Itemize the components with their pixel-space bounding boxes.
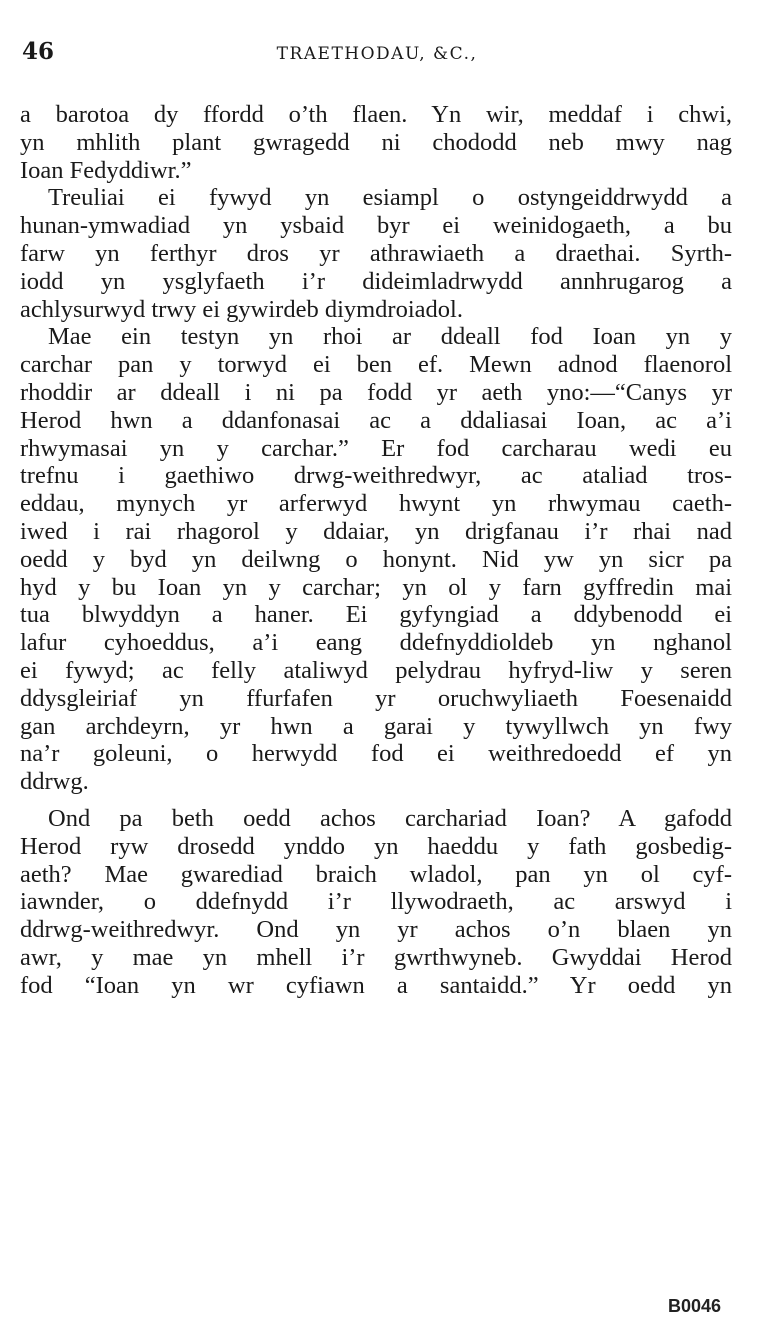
text-line: eddau, mynych yr arferwyd hwynt yn rhwymau caeth- xyxy=(20,490,732,518)
text-line: Ond pa beth oedd achos carchariad Ioan? A gafodd xyxy=(48,804,732,832)
paragraph-4 xyxy=(20,805,732,1000)
paragraph-1 xyxy=(20,101,732,184)
text-line: rhwymasai yn y carchar.” Er fod carcharau wedi eu xyxy=(20,434,732,462)
text-line: fod “Ioan yn wr cyfiawn a santaidd.” Yr oedd yn xyxy=(20,971,732,999)
text-line: awr, y mae yn mhell i’r gwrthwyneb. Gwyddai Herod xyxy=(20,943,732,971)
text-line: Herod ryw drosedd ynddo yn haeddu y fath gosbedig- xyxy=(20,832,732,860)
text-line: achlysurwyd trwy ei gywirdeb diymdroiadol. xyxy=(20,295,463,323)
text-line: ddrwg. xyxy=(20,768,89,796)
text-line: Herod hwn a ddanfonasai ac a ddaliasai Ioan, ac a’i xyxy=(20,406,732,434)
text-line: hyd y bu Ioan yn y carchar; yn ol y farn gyffredin mai xyxy=(20,573,732,601)
text-line: ddysgleiriaf yn ffurfafen yr oruchwyliaeth Foesenaidd xyxy=(20,684,732,712)
text-line: na’r goleuni, o herwydd fod ei weithredoedd ef yn xyxy=(20,740,732,768)
body-text xyxy=(20,101,732,1000)
paragraph-2 xyxy=(20,184,732,323)
text-line: carchar pan y torwyd ei ben ef. Mewn adnod flaenorol xyxy=(20,351,732,379)
text-line: gan archdeyrn, yr hwn a garai y tywyllwch yn fwy xyxy=(20,712,732,740)
text-line: oedd y byd yn deilwng o honynt. Nid yw yn sicr pa xyxy=(20,545,732,573)
page-header xyxy=(22,38,732,68)
text-line: ddrwg-weithredwyr. Ond yn yr achos o’n blaen yn xyxy=(20,916,732,944)
text-line: rhoddir ar ddeall i ni pa fodd yr aeth yno:—“Canys yr xyxy=(20,378,732,406)
text-line: Treuliai ei fywyd yn esiampl o ostyngeiddrwydd a xyxy=(48,184,732,212)
text-line: aeth? Mae gwarediad braich wladol, pan yn ol cyf- xyxy=(20,860,732,888)
text-line: Mae ein testyn yn rhoi ar ddeall fod Ioan yn y xyxy=(48,323,732,351)
text-line: iodd yn ysglyfaeth i’r dideimladrwydd annhrugarog a xyxy=(20,267,732,295)
text-line: lafur cyhoeddus, a’i eang ddefnyddioldeb yn nghanol xyxy=(20,629,732,657)
text-line: trefnu i gaethiwo drwg-weithredwyr, ac ataliad tros- xyxy=(20,462,732,490)
text-line: ei fywyd; ac felly ataliwyd pelydrau hyfryd-liw y seren xyxy=(20,656,732,684)
page-number: 46 xyxy=(22,38,55,65)
text-line: farw yn ferthyr dros yr athrawiaeth a draethai. Syrth- xyxy=(20,239,732,267)
text-line: yn mhlith plant gwragedd ni chododd neb mwy nag xyxy=(20,128,732,156)
text-line: hunan-ymwadiad yn ysbaid byr ei weinidogaeth, a bu xyxy=(20,212,732,240)
paragraph-3 xyxy=(20,323,732,796)
text-line: tua blwyddyn a haner. Ei gyfyngiad a ddybenodd ei xyxy=(20,601,732,629)
text-line: Ioan Fedyddiwr.” xyxy=(20,156,192,184)
text-line: iwed i rai rhagorol y ddaiar, yn drigfanau i’r rhai nad xyxy=(20,517,732,545)
text-line: a barotoa dy ffordd o’th flaen. Yn wir, meddaf i chwi, xyxy=(20,101,732,128)
running-head: TRAETHODAU, &C., xyxy=(276,44,478,64)
footer-code: B0046 xyxy=(668,1296,722,1316)
text-line: iawnder, o ddefnydd i’r llywodraeth, ac arswyd i xyxy=(20,888,732,916)
